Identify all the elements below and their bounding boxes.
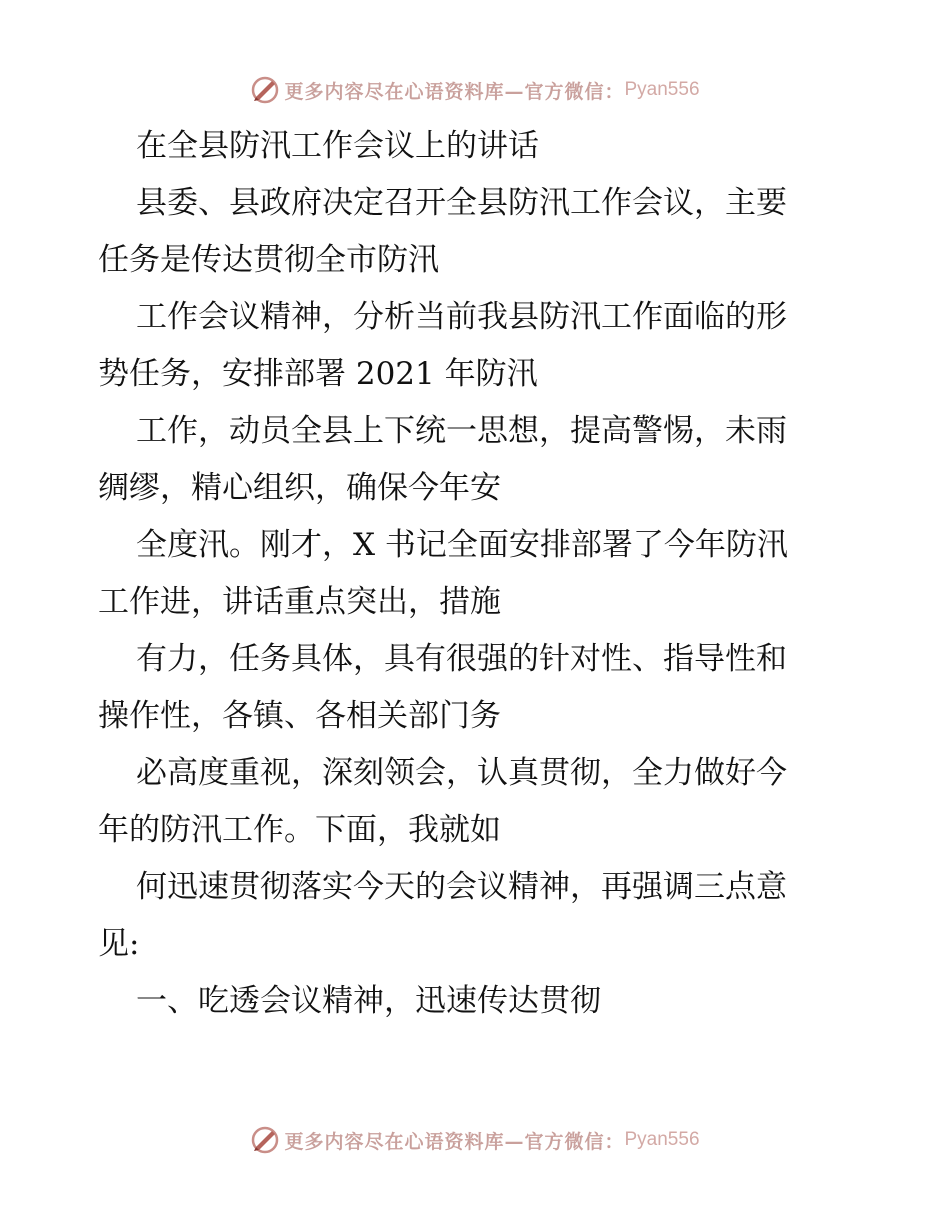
paragraph-line: 任务是传达贯彻全市防汛: [98, 242, 439, 278]
watermark-text: 更多内容尽在心语资料库—官方微信：: [284, 1130, 625, 1153]
paragraph-line: 工作进，讲话重点突出，措施: [98, 584, 501, 620]
section-heading: 一、吃透会议精神，迅速传达贯彻: [136, 983, 601, 1019]
watermark-text: 更多内容尽在心语资料库—官方微信：: [284, 80, 625, 103]
paragraph-line: 何迅速贯彻落实今天的会议精神，再强调三点意: [136, 869, 787, 905]
paragraph-line: 年的防汛工作。下面，我就如: [98, 812, 501, 848]
paragraph-line: 工作会议精神，分析当前我县防汛工作面临的形: [136, 299, 787, 335]
paragraph-line: 见:: [98, 926, 140, 962]
watermark-wechat-id: Pyan556: [624, 1129, 700, 1150]
document-body: [98, 118, 854, 1030]
pen-logo-icon: [250, 1125, 280, 1155]
paragraph-line: 工作，动员全县上下统一思想，提高警惕，未雨: [136, 413, 787, 449]
paragraph-line: 势任务，安排部署 2021 年防汛: [98, 356, 538, 392]
paragraph-line: 必高度重视，深刻领会，认真贯彻，全力做好今: [136, 755, 787, 791]
watermark-wechat-id: Pyan556: [624, 79, 700, 100]
paragraph-line: 有力，任务具体，具有很强的针对性、指导性和: [136, 641, 787, 677]
document-title: 在全县防汛工作会议上的讲话: [136, 128, 539, 164]
watermark-banner-top: [0, 72, 950, 108]
watermark-banner-bottom: [0, 1122, 950, 1158]
pen-logo-icon: [250, 75, 280, 105]
paragraph-line: 绸缪，精心组织，确保今年安: [98, 470, 501, 506]
paragraph-line: 全度汛。刚才，X 书记全面安排部署了今年防汛: [136, 527, 788, 563]
paragraph-line: 操作性，各镇、各相关部门务: [98, 698, 501, 734]
paragraph-line: 县委、县政府决定召开全县防汛工作会议，主要: [136, 185, 787, 221]
